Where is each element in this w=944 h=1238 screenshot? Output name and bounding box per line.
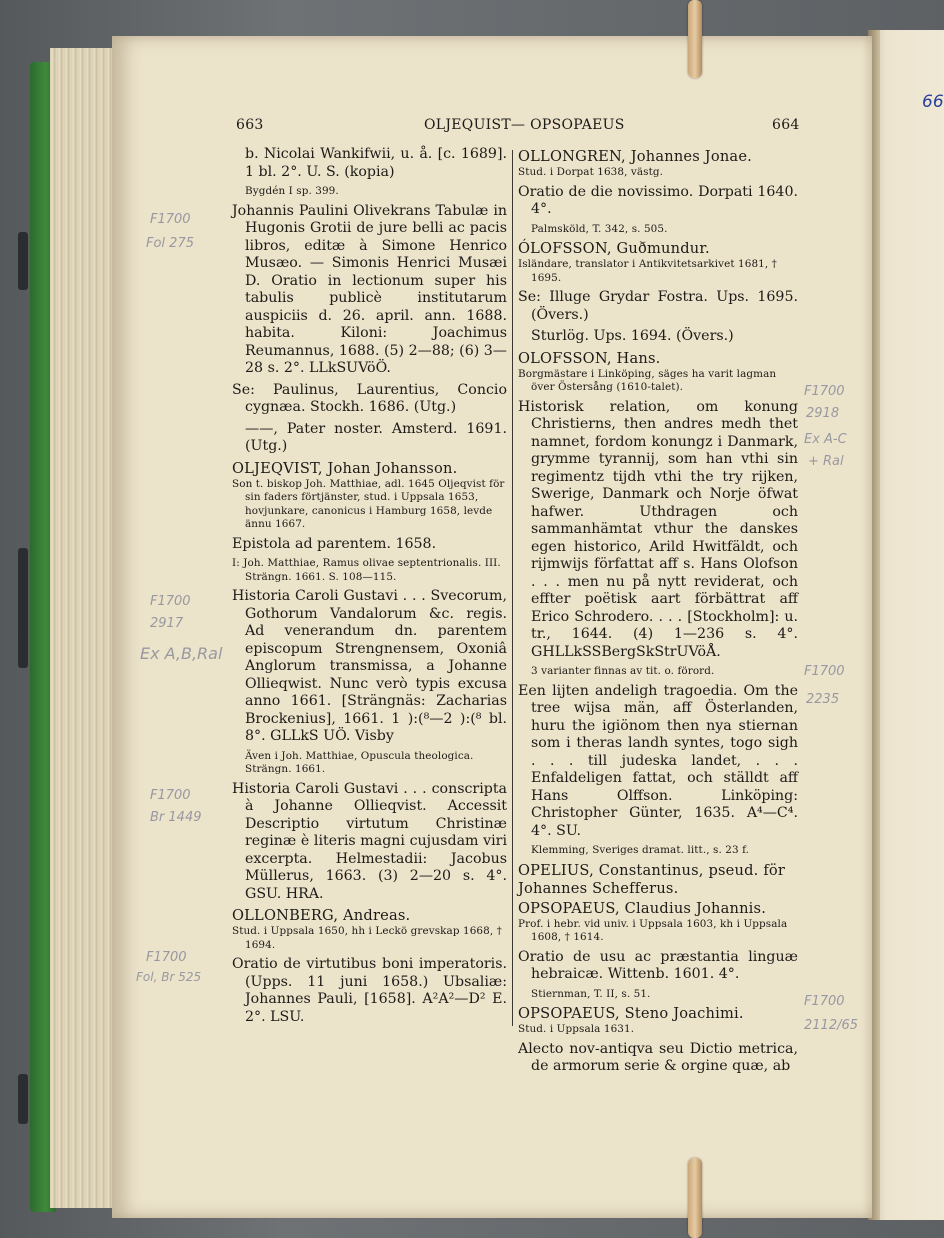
author-heading: OPELIUS, Constantinus, pseud. för Johannes Schefferus. — [518, 861, 786, 897]
biographical-note: 3 varianter finnas av tit. o. förord. — [531, 665, 715, 677]
margin-note: F1700 — [146, 950, 187, 965]
biographical-note: Bygdén I sp. 399. — [245, 185, 339, 197]
biographical-note: Prof. i hebr. vid univ. i Uppsala 1603, kh i Uppsala 1608, † 1614. — [518, 917, 788, 943]
corner-page-note: 66 — [922, 92, 944, 112]
margin-note: 2235 — [806, 692, 840, 707]
bottom-clip — [688, 1158, 702, 1238]
bibliographic-entry: Se: Illuge Grydar Fostra. Ups. 1695. (Övers.) — [518, 289, 798, 323]
margin-note: 2918 — [806, 406, 840, 421]
biographical-note: Stiernman, T. II, s. 51. — [531, 987, 651, 1000]
top-clip — [688, 0, 702, 78]
bibliographic-entry: Historisk relation, om konung Christierns, then andres medh thet namnet, fordom konungz i Danmark, grymme tyrannij, som han vthi sin regimentz tijdh vthi the try rijken, Swerige, Danmark och Norje öfwat hafwer. Uthdragen och sammanhämtat vthur the danskes egen historico, Arild Hwitfäldt, och rijmwijs författat aff s. Hans Olofson . . . men nu på nytt reviderat, och effter poëtisk aart förbättrat aff Erico Schrodero. . . . [Stockholm]: u. tr., 1644. (4) 1—236 s. 4°. GHLLkSSBergSkStrUVöÅ. — [518, 398, 798, 660]
margin-note: F1700 — [150, 594, 191, 609]
author-heading: OLLONGREN, Johannes Jonae. — [518, 148, 753, 165]
running-title: OLJEQUIST— OPSOPAEUS — [424, 117, 625, 133]
margin-note: Fol 275 — [146, 236, 194, 251]
bibliographic-entry: Sturlög. Ups. 1694. (Övers.) — [531, 328, 734, 344]
bibliographic-entry: Historia Caroli Gustavi . . . Svecorum, Gothorum Vandalorum &c. regis. Ad venerandum dn. parentem episcopum Strengnensem, Oxoniâ Anglorum transmissa, a Johanne Ollieqwist. Nunc verò typis excusa anno 1661. [Strängnäs: Zacharias Brockenius], 1661. 1 ):(⁸—2 ):(⁸ bl. 8°. GLLkS UÖ. Visby — [232, 588, 507, 744]
margin-note: Ex A,B,Ral — [140, 644, 223, 663]
bibliographic-entry: Se: Paulinus, Laurentius, Concio cygnæa. Stockh. 1686. (Utg.) — [232, 381, 507, 415]
biographical-note: Även i Joh. Matthiae, Opuscula theologica. Strängn. 1661. — [245, 749, 474, 775]
margin-note: F1700 — [804, 384, 845, 399]
right-column — [518, 146, 798, 1080]
margin-note: + Ral — [808, 454, 844, 469]
margin-note: Br 1449 — [150, 810, 202, 825]
margin-note: F1700 — [804, 994, 845, 1009]
left-column — [232, 146, 507, 1030]
left-page-number: 663 — [236, 117, 264, 133]
left-tab-marker — [18, 232, 28, 290]
bibliographic-entry: Historia Caroli Gustavi . . . conscripta à Johanne Ollieqvist. Accessit Descriptio virtutum Christinæ reginæ è literis magni cujusdam viri excerpta. Helmestadii: Jacobus Müllerus, 1663. (3) 2—20 s. 4°. GSU. HRA. — [232, 780, 507, 902]
margin-note: 2112/65 — [804, 1018, 859, 1033]
bibliographic-entry: Oratio de die novissimo. Dorpati 1640. 4°. — [518, 183, 798, 217]
author-heading: OPSOPAEUS, Claudius Johannis. — [518, 899, 767, 917]
right-page-number: 664 — [772, 117, 800, 133]
author-heading: OPSOPAEUS, Steno Joachimi. — [518, 1005, 744, 1022]
biographical-note: Borgmästare i Linköping, säges ha varit lagman över Östersång (1610-talet). — [518, 367, 777, 393]
column-divider — [512, 150, 513, 1026]
biographical-note: I: Joh. Matthiae, Ramus olivae septentrionalis. III. Strängn. 1661. S. 108—115. — [232, 557, 501, 583]
margin-note: F1700 — [150, 788, 191, 803]
biographical-note: Son t. biskop Joh. Matthiae, adl. 1645 Oljeqvist för sin faders förtjänster, stud. i Uppsala 1653, hovjunkare, canonicus i Hamburg 1658, levde ännu 1667. — [232, 477, 505, 530]
author-heading: OLJEQVIST, Johan Johansson. — [232, 459, 458, 477]
bibliographic-entry: Oratio de virtutibus boni imperatoris. (Upps. 11 juni 1658.) Ubsaliæ: Johannes Pauli, [1658]. A²A²—D² E. 2°. LSU. — [232, 956, 507, 1025]
margin-note: F1700 — [804, 664, 845, 679]
margin-note: Ex A-C — [804, 432, 847, 447]
biographical-note: Stud. i Dorpat 1638, västg. — [518, 166, 664, 178]
biographical-note: Palmsköld, T. 342, s. 505. — [531, 222, 668, 235]
bibliographic-entry: Oratio de usu ac præstantia linguæ hebraicæ. Wittenb. 1601. 4°. — [518, 948, 798, 982]
bibliographic-entry: Alecto nov-antiqva seu Dictio metrica, de armorum serie & orgine quæ, ab — [518, 1040, 798, 1074]
bibliographic-entry: ——, Pater noster. Amsterd. 1691. (Utg.) — [245, 420, 507, 454]
author-heading: OLLONBERG, Andreas. — [232, 907, 411, 924]
biographical-note: Stud. i Uppsala 1650, hh i Leckö grevskap 1668, † 1694. — [232, 925, 502, 951]
margin-note: F1700 — [150, 212, 191, 227]
left-tab-marker — [18, 548, 28, 668]
author-heading: OLOFSSON, Hans. — [518, 349, 661, 367]
biographical-note: Klemming, Sveriges dramat. litt., s. 23 f. — [531, 844, 750, 856]
bibliographic-entry: Epistola ad parentem. 1658. — [232, 535, 437, 552]
bibliographic-entry: Johannis Paulini Olivekrans Tabulæ in Hugonis Grotii de jure belli ac pacis libros, editæ à Simone Henrico Musæo. — Simonis Henrici Musæi D. Oratio in lectionum super his tabulis publicè institutarum auspiciis d. 26. april. ann. 1688. habita. Kiloni: Joachimus Reumannus, 1688. (5) 2—88; (6) 3—28 s. 2°. LLkSUVöÖ. — [232, 202, 507, 376]
author-heading: ÓLOFSSON, Guðmundur. — [518, 240, 710, 257]
margin-note: Fol, Br 525 — [136, 970, 202, 984]
margin-note: 2917 — [150, 616, 184, 631]
left-tab-marker — [18, 1074, 28, 1124]
bibliographic-entry: b. Nicolai Wankifwii, u. å. [c. 1689]. 1 bl. 2°. U. S. (kopia) — [245, 146, 507, 180]
bibliographic-entry: Een lijten andeligh tragoedia. Om the tree wijsa män, aff Österlanden, huru the igiönom then nya stiernan som i theras landh syntes, togo sigh . . . till judeska landet, . . . Enfaldeligen fattat, och ställdt aff Hans Olffson. Linköping: Christopher Günter, 1635. A⁴—C⁴. 4°. SU. — [518, 682, 798, 839]
biographical-note: Isländare, translator i Antikvitetsarkivet 1681, † 1695. — [518, 258, 777, 284]
biographical-note: Stud. i Uppsala 1631. — [518, 1023, 635, 1035]
